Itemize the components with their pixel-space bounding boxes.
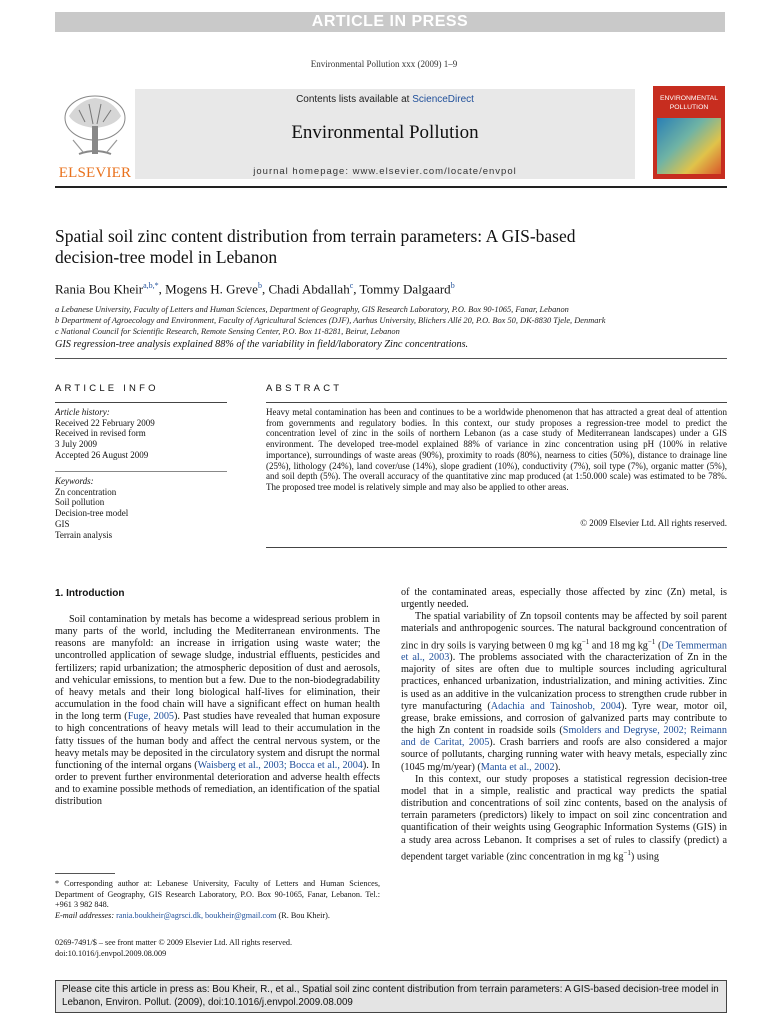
text-run: ) using <box>630 851 659 863</box>
corresponding-author-footnote <box>55 879 380 921</box>
elsevier-tree-icon <box>59 92 131 164</box>
article-title <box>55 226 735 268</box>
journal-title: Environmental Pollution <box>291 122 479 143</box>
email-label: E-mail addresses: <box>55 910 117 920</box>
intro-right-column <box>401 587 727 863</box>
cover-line-1: ENVIRONMENTAL <box>659 95 719 102</box>
journal-reference: Environmental Pollution xxx (2009) 1–9 <box>310 59 458 69</box>
masthead-rule <box>55 186 727 188</box>
reference-link[interactable]: Waisberg et al., 2003; Bocca et al., 2004 <box>197 759 363 771</box>
history-item: Received in revised form <box>55 428 146 439</box>
contents-prefix: Contents lists available at <box>296 94 413 105</box>
issn-line: 0269-7491/$ – see front matter © 2009 Elsevier Ltd. All rights reserved. <box>55 938 293 947</box>
email-suffix: (R. Bou Kheir). <box>276 910 330 920</box>
reference-link[interactable]: Fuge, 2005 <box>127 711 175 723</box>
exponent: −1 <box>581 637 590 646</box>
author-affiliation-marker[interactable]: a,b,* <box>143 281 159 290</box>
author-list: Rania Bou Kheir$^{a,b,*}$, Mogens H. Greve$^b$, Chadi Abdallah$^c$, Tommy Dalgaard$^b$ <box>55 281 455 297</box>
history-item: Accepted 26 August 2009 <box>55 449 149 460</box>
abstract-copyright: © 2009 Elsevier Ltd. All rights reserved. <box>580 518 727 528</box>
elsevier-logo[interactable] <box>55 86 135 183</box>
text-run: ). The problems associated with the characterization of Zn in the majority of sites are often due to multiple sources including agricultural practices, enhanced urbanization, industrialization, and mining activities. Zinc is used as an additive in the vulcanization process to strengthen crude rubber in tyre manufacturing ( <box>401 652 727 712</box>
abstract-rule <box>266 402 727 403</box>
corresponding-author-text: * Corresponding author at: Lebanese University, Faculty of Letters and Human Sciences, Department of Geography, GIS Research Laboratory, P.O. Box 90-1065, Fanar, Lebanon. Tel.: +961 3 982 848. <box>55 879 380 909</box>
intro-left-column <box>55 614 380 809</box>
abstract-bottom-rule <box>266 547 727 548</box>
author-affiliation-marker[interactable]: b <box>450 281 455 290</box>
text-run: ). Tyre wear, motor oil, grease, brake emissions, and corrosion of galvanized parts may contribute to the high Zn content in roadside soils ( <box>401 700 728 737</box>
journal-cover-thumbnail[interactable] <box>653 86 725 179</box>
paragraph <box>401 611 727 773</box>
title-line-1: Spatial soil zinc content distribution from terrain parameters: A GIS-based <box>55 226 576 246</box>
text-run: In this context, our study proposes a statistical regression decision-tree model that in a simple, realistic and practical way predicts the spatial distribution and concentrations of soil zinc contents, based on the analysis of terrain parameters (predictors) likely to impact on soil zinc concentration and quantification of their weights using Geographic Information Systems (GIS) in a study area across Lebanon. It comprises a set of rules to classify (predict) a dependent target variable (zinc concentration in mg kg <box>401 773 727 863</box>
contents-availability <box>135 94 635 105</box>
sciencedirect-link[interactable]: ScienceDirect <box>412 94 474 105</box>
publisher-name: ELSEVIER <box>58 165 132 181</box>
author-affiliation-marker[interactable]: c <box>349 281 354 290</box>
abstract-heading: ABSTRACT <box>266 383 343 394</box>
email-line <box>55 911 380 922</box>
paragraph <box>55 614 380 809</box>
text-run: The spatial variability of Zn topsoil contents may be affected by soil parent materials and anthropogenic sources. The natural background concentration of zinc in dry soils is varying between 0 mg kg <box>401 611 727 652</box>
text-run: and 18 mg kg <box>589 640 648 652</box>
doi-line[interactable]: doi:10.1016/j.envpol.2009.08.009 <box>55 949 167 958</box>
author-name: Rania Bou Kheir <box>55 281 144 297</box>
exponent: −1 <box>623 848 631 857</box>
keyword: Soil pollution <box>55 497 105 508</box>
keyword: Decision-tree model <box>55 508 129 519</box>
article-highlight: GIS regression-tree analysis explained 88% of the variability in field/laboratory Zinc concentrations. <box>55 339 469 350</box>
affiliation: a Lebanese University, Faculty of Letters and Human Sciences, Department of Geography, GIS Research Laboratory, P.O. Box 90-1065, Fanar, Lebanon <box>55 305 569 314</box>
affiliation: c National Council for Scientific Research, Remote Sensing Center, P.O. Box 11-8281, Beirut, Lebanon <box>55 327 400 336</box>
reference-link[interactable]: Manta et al., 2002 <box>480 761 555 773</box>
cover-line-2: POLLUTION <box>669 104 709 111</box>
reference-link[interactable]: Adachia and Tainoshob, 2004 <box>490 700 622 712</box>
front-matter <box>55 937 380 959</box>
email-link[interactable]: rania.boukheir@agrsci.dk, boukheir@gmail.com <box>116 910 277 920</box>
reference-link[interactable]: Smolders and Degryse, 2002; Reimann and de Caritat, 2005 <box>401 725 727 749</box>
exponent: −1 <box>647 637 656 646</box>
text-run: ( <box>655 640 662 652</box>
author-name: Chadi Abdallah <box>268 281 350 297</box>
article-in-press-banner: ARTICLE IN PRESS <box>55 12 725 32</box>
article-info-rule <box>55 402 227 403</box>
history-label: Article history: <box>55 407 110 417</box>
author-name: Mogens H. Greve <box>165 281 258 297</box>
masthead-center <box>135 89 635 179</box>
author-name: Tommy Dalgaard <box>359 281 451 297</box>
text-run: ). Crash barriers and roofs are also considered a major source of pollutants, charging running water with heavy metals, especially zinc (1045 mg/m/year) ( <box>401 737 727 773</box>
keyword: Terrain analysis <box>55 529 113 540</box>
keywords <box>55 476 230 540</box>
paragraph <box>401 774 727 863</box>
footnote-rule <box>55 873 115 874</box>
cover-image <box>657 118 721 174</box>
affiliation: b Department of Agroecology and Environment, Faculty of Agricultural Sciences (DJF), Aarhus University, Blichers Allé 20, P.O. Box 50, DK-8830 Tjele, Denmark <box>55 316 606 325</box>
reference-link[interactable]: De Temmerman et al., 2003 <box>401 640 728 664</box>
text-run: ). Past studies have revealed that human exposure to high concentrations of heavy metals will lead to their accumulation in the fatty tissues of the human body and affect the central nervous system, or the heavy metals may be deposited in the circulatory system and disrupt the normal functioning of the internal organs ( <box>55 711 381 771</box>
article-info-heading: ARTICLE INFO <box>55 383 159 394</box>
citation-box: Please cite this article in press as: Bou Kheir, R., et al., Spatial soil zinc content distribution from terrain parameters: A GIS-based decision-tree model in Lebanon, Environ. Pollut. (2009), doi:10.1016/j.envpol.2009.08.009 <box>55 980 727 1013</box>
text-run: ). In order to prevent further environmental deterioration and adverse health effects and to examine possible methods of remediation, an identification of the spatial distribution <box>55 759 380 808</box>
article-history <box>55 407 230 461</box>
keyword: GIS <box>55 518 70 529</box>
history-item: 3 July 2009 <box>55 439 98 450</box>
author-affiliation-marker[interactable]: b <box>257 281 262 290</box>
keywords-label: Keywords: <box>55 476 94 486</box>
keyword: Zn concentration <box>55 486 117 497</box>
journal-homepage[interactable]: journal homepage: www.elsevier.com/locate/envpol <box>253 166 517 177</box>
abstract-text: Heavy metal contamination has been and continues to be a worldwide phenomenon that has attracted a great deal of attention from governments and regulatory bodies. In this context, our study proposes a regression-tree model to predict the concentration level of zinc in the soils of northern Lebanon (as a case study of Mediterranean landscapes) under a GIS environment. The developed tree-model explained 88% of variance in zinc concentration using pH (100% in relative importance), surroundings of waste areas (90%), proximity to roads (80%), nearness to cities (50%), distance to drainage line (25%), lithology (24%), land cover/use (14%), slope gradient (10%), conductivity (7%), soil type (7%), organic matter (5%), and soil depth (5%). The overall accuracy of the quantitative zinc map produced (at 1:50.000 scale) was estimated to be 78%. The proposed tree model is relatively simple and may also be applied to other areas. <box>266 407 727 492</box>
history-item: Received 22 February 2009 <box>55 417 155 428</box>
section-heading-introduction: 1. Introduction <box>55 588 125 599</box>
text-run: ). <box>554 761 561 773</box>
history-keywords-rule <box>55 471 227 472</box>
title-line-2: decision-tree model in Lebanon <box>55 247 278 267</box>
cover-title <box>653 94 725 112</box>
journal-masthead <box>55 86 727 183</box>
paragraph-continuation: of the contaminated areas, especially those affected by zinc (Zn) metal, is urgently needed. <box>401 587 727 611</box>
text-run: Soil contamination by metals has become a widespread serious problem in many parts of the world, including the Mediterranean environments. The reasons are manyfold: an increase in irrigation using waste water; the uncontrolled application of sewage sludge, industrial effluents, pesticides and fertilizers; rapid urbanization; the atmospheric deposition of dust and aerosols, and vehicular emissions, to mention but a few. Due to the non-biodegradability of heavy metals and their long biological half-lives for elimination, their accumulation in the food chain will have a significant effect on human health in the long term ( <box>55 614 380 723</box>
header-divider <box>55 358 727 359</box>
